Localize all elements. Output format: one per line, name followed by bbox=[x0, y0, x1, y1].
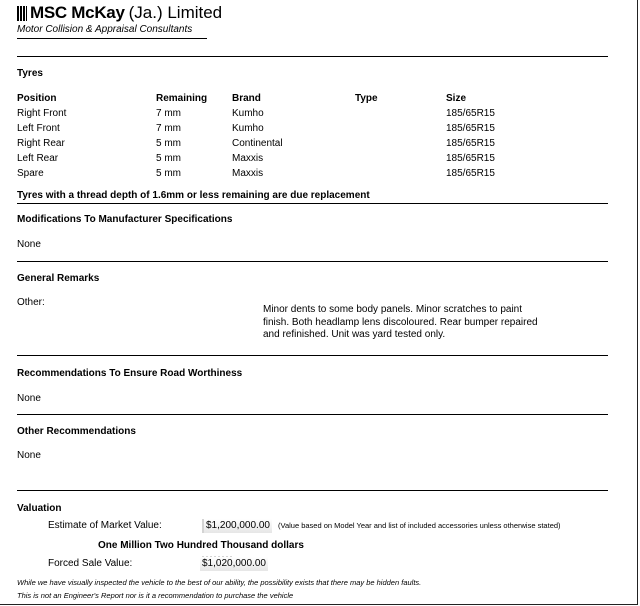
company-tagline: Motor Collision & Appraisal Consultants bbox=[17, 24, 193, 35]
road-worthiness-title: Recommendations To Ensure Road Worthiness bbox=[17, 368, 243, 379]
forced-sale-label: Forced Sale Value: bbox=[48, 558, 133, 569]
road-worthiness-value: None bbox=[17, 393, 41, 404]
company-logo bbox=[17, 3, 222, 23]
other-recommendations-title: Other Recommendations bbox=[17, 426, 136, 437]
section-divider bbox=[17, 261, 608, 262]
section-divider bbox=[17, 56, 608, 57]
market-value-note: (Value based on Model Year and list of included accessories unless otherwise stated) bbox=[278, 521, 561, 530]
col-header-type: Type bbox=[355, 93, 378, 104]
tyre-brand: Maxxis bbox=[232, 168, 264, 179]
other-recommendations-value: None bbox=[17, 450, 41, 461]
tyre-position: Right Rear bbox=[17, 138, 65, 149]
tyres-title: Tyres bbox=[17, 68, 43, 79]
tyre-position: Right Front bbox=[17, 108, 67, 119]
tyre-brand: Maxxis bbox=[232, 153, 264, 164]
tyre-remaining: 7 mm bbox=[156, 123, 181, 134]
tyre-brand: Kumho bbox=[232, 123, 264, 134]
market-value-label: Estimate of Market Value: bbox=[48, 520, 162, 531]
tyre-remaining: 5 mm bbox=[156, 153, 181, 164]
col-header-size: Size bbox=[446, 93, 467, 104]
company-name: MSC McKay bbox=[30, 3, 125, 22]
modifications-value: None bbox=[17, 239, 41, 250]
disclaimer-line-2: This is not an Engineer's Report nor is it a recommendation to purchase the vehicle bbox=[17, 591, 294, 600]
tyre-remaining: 7 mm bbox=[156, 108, 181, 119]
company-name-suffix: (Ja.) Limited bbox=[128, 3, 223, 22]
tyre-remaining: 5 mm bbox=[156, 138, 181, 149]
tyre-position: Left Front bbox=[17, 123, 60, 134]
forced-sale-amount: $1,020,000.00 bbox=[202, 558, 266, 569]
tyre-size: 185/65R15 bbox=[446, 123, 495, 134]
col-header-brand: Brand bbox=[232, 93, 261, 104]
general-remarks-label: Other: bbox=[17, 297, 45, 308]
valuation-title: Valuation bbox=[17, 503, 62, 514]
logo-bars-icon bbox=[17, 6, 27, 21]
section-divider bbox=[17, 414, 608, 415]
tyre-size: 185/65R15 bbox=[446, 168, 495, 179]
section-divider bbox=[17, 355, 608, 356]
tyre-brand: Continental bbox=[232, 138, 283, 149]
tyre-size: 185/65R15 bbox=[446, 138, 495, 149]
market-value-amount: $1,200,000.00 bbox=[206, 520, 270, 531]
col-header-remaining: Remaining bbox=[156, 93, 208, 104]
market-value-words: One Million Two Hundred Thousand dollars bbox=[98, 540, 304, 551]
tyre-replacement-note: Tyres with a thread depth of 1.6mm or less remaining are due replacement bbox=[17, 190, 370, 201]
general-remarks-text: Minor dents to some body panels. Minor scratches to paint finish. Both headlamp lens discoloured. Rear bumper repaired and refinished. Unit was yard tested only. bbox=[263, 304, 538, 340]
section-divider bbox=[17, 490, 608, 491]
tyre-size: 185/65R15 bbox=[446, 153, 495, 164]
header-divider bbox=[17, 38, 207, 39]
tyre-brand: Kumho bbox=[232, 108, 264, 119]
general-remarks-title: General Remarks bbox=[17, 273, 100, 284]
modifications-title: Modifications To Manufacturer Specifications bbox=[17, 214, 233, 225]
tyre-position: Left Rear bbox=[17, 153, 59, 164]
tyre-size: 185/65R15 bbox=[446, 108, 495, 119]
tyre-position: Spare bbox=[17, 168, 44, 179]
company-header bbox=[17, 3, 222, 35]
col-header-position: Position bbox=[17, 93, 57, 104]
section-divider bbox=[17, 203, 608, 204]
tyre-remaining: 5 mm bbox=[156, 168, 181, 179]
disclaimer-line-1: While we have visually inspected the vehicle to the best of our ability, the possibility exists that there may be hidden faults. bbox=[17, 578, 422, 587]
